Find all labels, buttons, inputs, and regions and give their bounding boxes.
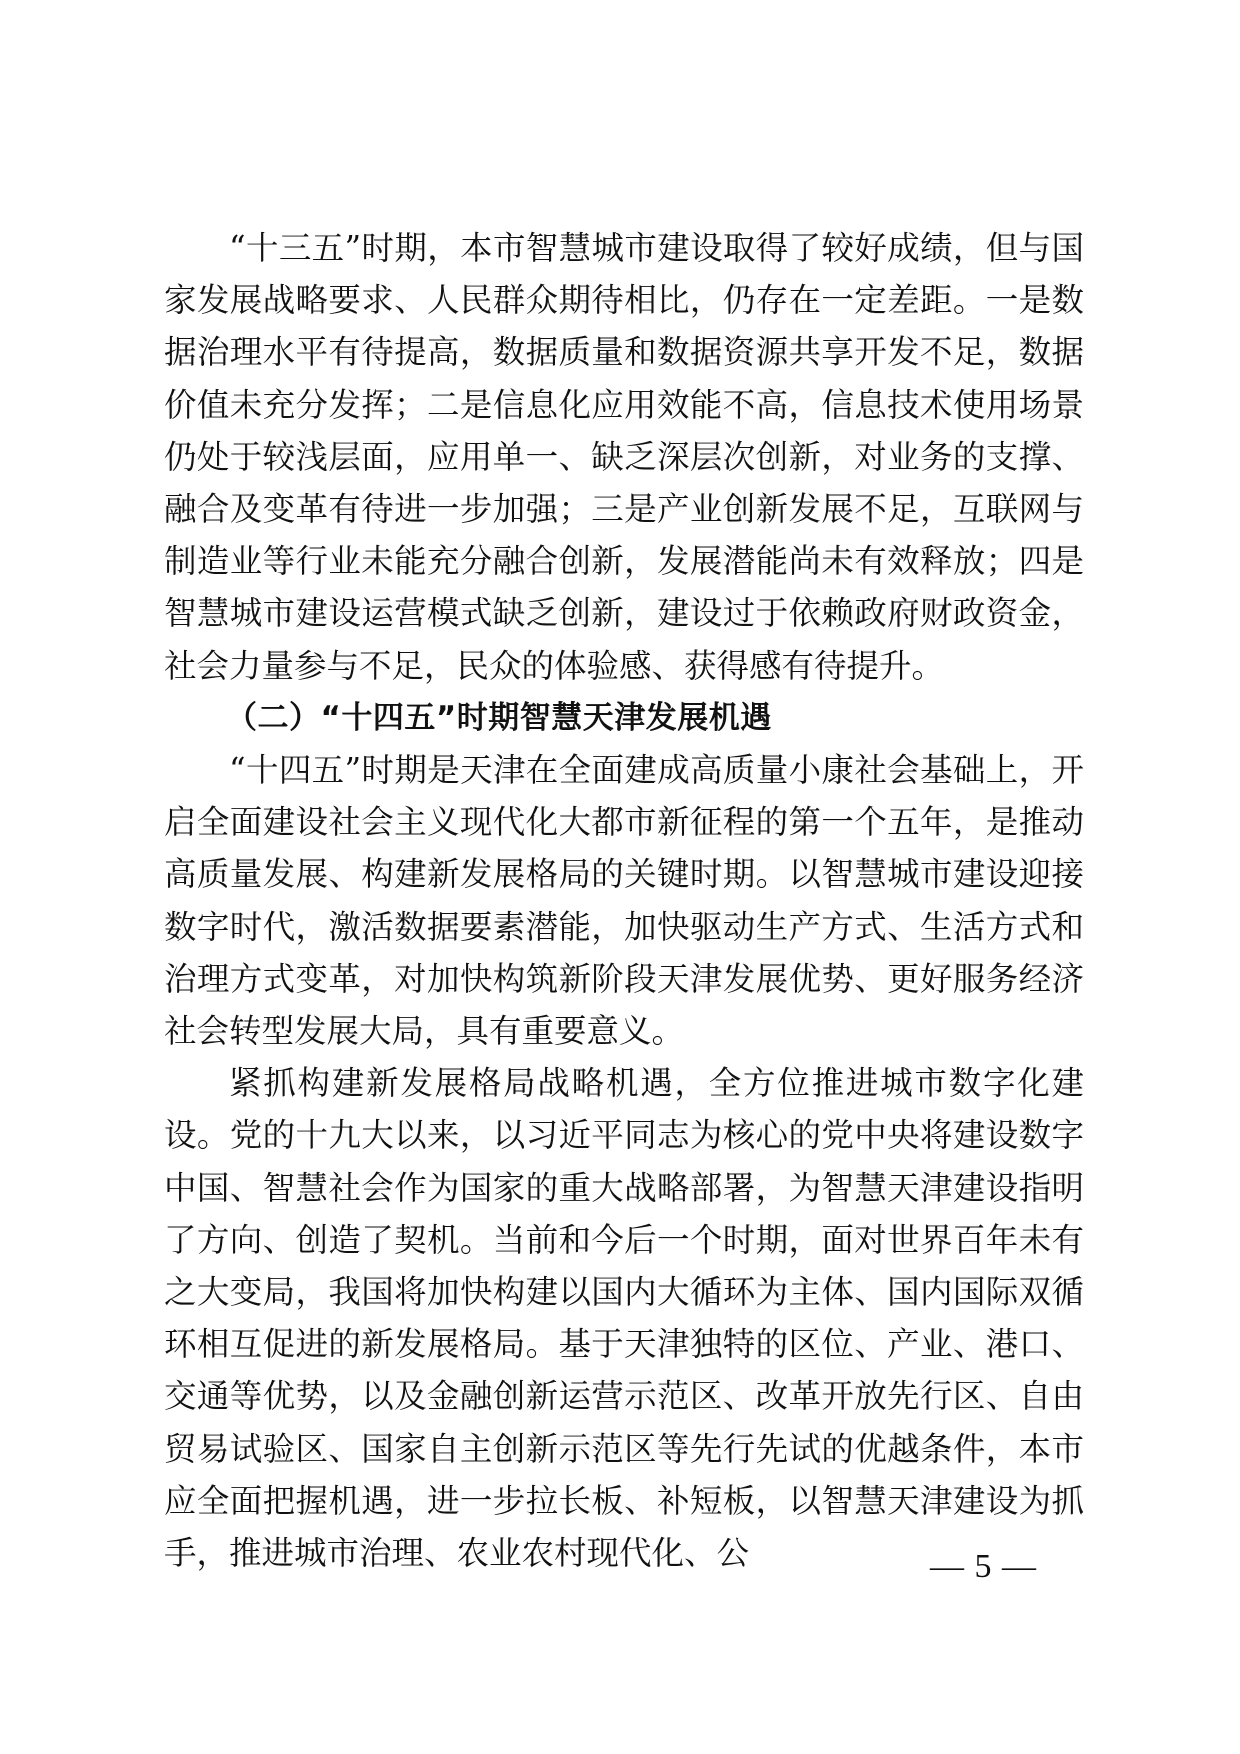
page-number: — 5 — (930, 1548, 1037, 1585)
paragraph-opportunity-period: “十四五”时期是天津在全面建成高质量小康社会基础上，开启全面建设社会主义现代化大都市新征程的第一个五年，是推动高质量发展、构建新发展格局的关键时期。以智慧城市建设迎接数字时代，激活数据要素潜能，加快驱动生产方式、生活方式和治理方式变革，对加快构筑新阶段天津发展优势、更好服务经济社会转型发展大局，具有重要意义。 (164, 751, 1084, 1051)
paragraph-strategic-opportunity: 紧抓构建新发展格局战略机遇，全方位推进城市数字化建设。党的十九大以来，以习近平同志为核心的党中央将建设数字中国、智慧社会作为国家的重大战略部署，为智慧天津建设指明了方向、创造了契机。当前和今后一个时期，面对世界百年未有之大变局，我国将加快构建以国内大循环为主体、国内国际双循环相互促进的新发展格局。基于天津独特的区位、产业、港口、交通等优势，以及金融创新运营示范区、改革开放先行区、自由贸易试验区、国家自主创新示范区等先行先试的优越条件，本市应全面把握机遇，进一步拉长板、补短板，以智慧天津建设为抓手，推进城市治理、农业农村现代化、公 (164, 1064, 1084, 1573)
section-heading: （二）“十四五”时期智慧天津发展机遇 (226, 699, 772, 736)
paragraph-shortcomings: “十三五”时期，本市智慧城市建设取得了较好成绩，但与国家发展战略要求、人民群众期待相比，仍存在一定差距。一是数据治理水平有待提高，数据质量和数据资源共享开发不足，数据价值未充分发挥；二是信息化应用效能不高，信息技术使用场景仍处于较浅层面，应用单一、缺乏深层次创新，对业务的支撑、融合及变革有待进一步加强；三是产业创新发展不足，互联网与制造业等行业未能充分融合创新，发展潜能尚未有效释放；四是智慧城市建设运营模式缺乏创新，建设过于依赖政府财政资金，社会力量参与不足，民众的体验感、获得感有待提升。 (164, 229, 1084, 685)
body-text (164, 222, 1084, 1579)
